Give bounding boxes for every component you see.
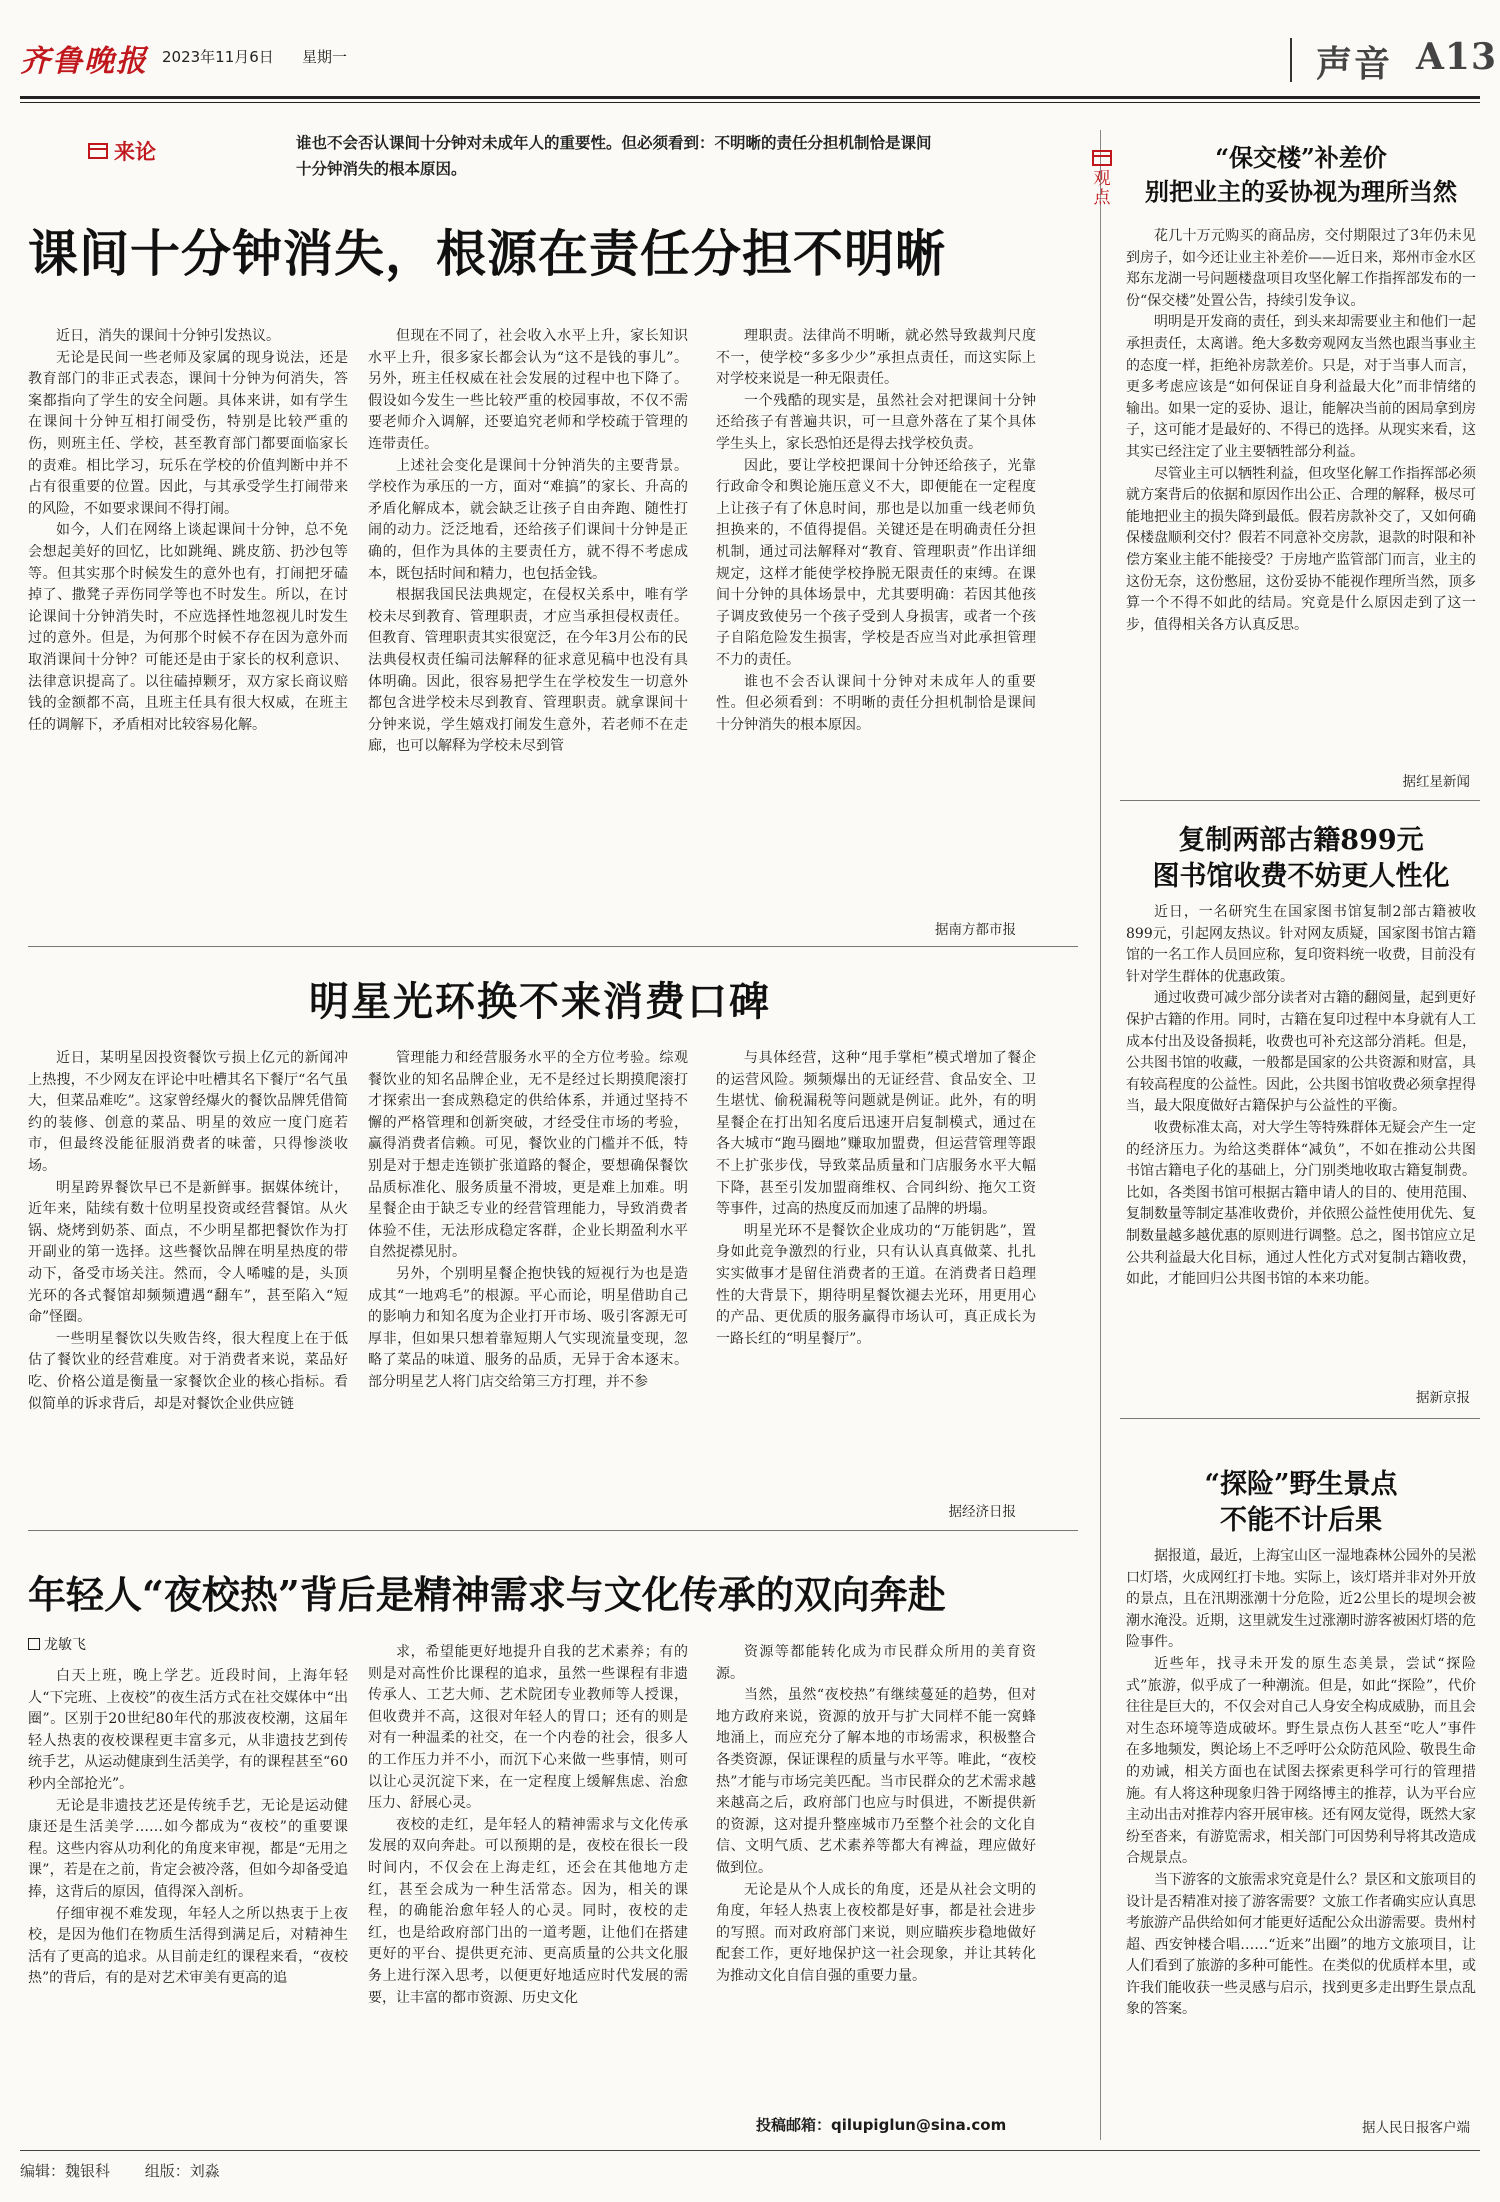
paragraph: 明明是开发商的责任，到头来却需要业主和他们一起承担责任，太离谱。绝大多数旁观网友当然也跟当事业主的态度一样，拒绝补房款差价。只是，对于当事人而言，更多考虑应该是“如何保证自身利益最大化”而非情绪的输出。如果一定的妥协、退让，能解决当前的困局拿到房子，这可能才是最好的、不得已的选择。从现实来看，这其实已经注定了业主要牺牲部分利益。 <box>1126 314 1476 460</box>
paragraph: 上述社会变化是课间十分钟消失的主要背景。学校作为承压的一方，面对“难搞”的家长、升高的矛盾化解成本，就会缺乏让孩子自由奔跑、随性打闹的动力。泛泛地看，还给孩子们课间十分钟是正确的，但作为具体的主要责任方，就不得不考虑成本，既包括时间和精力，也包括金钱。 <box>368 457 688 582</box>
article3-col3 <box>716 1642 1036 2110</box>
article3-byline <box>28 1634 86 1654</box>
right2-title-line1: 复制两部古籍899元 <box>1178 825 1424 856</box>
paragraph: 明星光环不是餐饮企业成功的“万能钥匙”，置身如此竞争激烈的行业，只有认认真真做菜、扎扎实实做事才是留住消费者的王道。在消费者日趋理性的大背景下，期待明星餐饮褪去光环，用更用心的产品、更优质的服务赢得市场认可，真正成长为一路长红的“明星餐厅”。 <box>716 1222 1036 1347</box>
section-tag-icon <box>88 143 108 159</box>
article3-col2 <box>368 1642 688 2142</box>
paragraph: 仔细审视不难发现，年轻人之所以热衷于上夜校，是因为他们在物质生活得到满足后，对精神生活有了更高的追求。从目前走红的课程来看，“夜校热”的背后，有的是对艺术审美有更高的追 <box>28 1905 348 1987</box>
right2-source: 据新京报 <box>1416 1390 1470 1406</box>
paragraph: 求，希望能更好地提升自我的艺术素养；有的则是对高性价比课程的追求，虽然一些课程有非遗传承人、工艺大师、艺术院团专业教师等人授课，但收费并不高，这很对年轻人的胃口；还有的则是对有一种温柔的社交，在一个内卷的社会，很多人的工作压力并不小，而沉下心来做一些事情，则可以让心灵沉淀下来，在一定程度上缓解焦虑、治愈压力、舒展心灵。 <box>368 1644 688 1812</box>
footer-rule <box>20 2150 1480 2151</box>
byline-square-icon <box>28 1638 40 1650</box>
section-rule <box>1120 800 1480 801</box>
masthead-rule <box>20 96 1480 99</box>
footer <box>20 2160 250 2181</box>
tag-guandian <box>1090 150 1114 208</box>
right1-title-line2: 别把业主的妥协视为理所当然 <box>1145 177 1457 206</box>
paragraph: 无论是从个人成长的角度，还是从社会文明的角度，年轻人热衷上夜校都是好事，都是社会进步的写照。而对政府部门来说，则应瞄疾步稳地做好配套工作，更好地保护这一社会现象，并让其转化为推动文化自信自强的重要力量。 <box>716 1881 1036 1984</box>
article3-col1 <box>28 1666 348 2142</box>
article1-title: 课间十分钟消失，根源在责任分担不明晰 <box>28 224 946 283</box>
footer-layout: 组版：刘淼 <box>144 2162 220 2180</box>
paragraph: 当然，虽然“夜校热”有继续蔓延的趋势，但对地方政府来说，资源的放开与扩大同样不能一窝蜂地涌上，而应充分了解本地的市场需求，积极整合各类资源，保证课程的质量与水平等。唯此，“夜校热”才能与市场完美匹配。当市民群众的艺术需求越来越高之后，政府部门也应与时俱进，不断提供新的资源，这对提升整座城市乃至整个社会的文化自信、文明气质、艺术素养等都大有裨益，理应做好做到位。 <box>716 1687 1036 1876</box>
newspaper-logo: 齐鲁晚报 <box>20 44 148 79</box>
article2-col3 <box>716 1048 1036 1488</box>
paragraph: 花几十万元购买的商品房，交付期限过了3年仍未见到房子，如今还让业主补差价——近日来，郑州市金水区郑东龙湖一号问题楼盘项目攻坚化解工作指挥部发布的一份“保交楼”处置公告，持续引发争议。 <box>1126 228 1476 309</box>
paragraph: 如今，人们在网络上谈起课间十分钟，总不免会想起美好的回忆，比如跳绳、跳皮筋、扔沙包等等。但其实那个时候发生的意外也有，打闹把牙磕掉了、撒凳子弄伤同学等也不时发生。所以，在讨论课间十分钟消失时，不应选择性地忽视儿时发生过的意外。但是，为何那个时候不存在因为意外而取消课间十分钟？可能还是由于家长的权利意识、法律意识提高了。以往磕掉颗牙，双方家长商议赔钱的金额都不高，且班主任具有很大权威，在班主任的调解下，矛盾相对比较容易化解。 <box>28 522 348 733</box>
masthead-divider <box>1290 38 1292 82</box>
paragraph: 谁也不会否认课间十分钟对未成年人的重要性。但必须看到：不明晰的责任分担机制恰是课间十分钟消失的根本原因。 <box>716 673 1036 733</box>
paragraph: 另外，个别明星餐企抱快钱的短视行为也是造成其“一地鸡毛”的根源。平心而论，明星借助自己的影响力和知名度为企业打开市场、吸引客源无可厚非，但如果只想着靠短期人气实现流量变现，忽略了菜品的味道、服务的品质，无异于舍本逐末。部分明星艺人将门店交给第三方打理，并不参 <box>368 1265 688 1390</box>
paragraph: 一些明星餐饮以失败告终，很大程度上在于低估了餐饮业的经营难度。对于消费者来说，菜品好吃、价格公道是衡量一家餐饮企业的核心指标。看似简单的诉求背后，却是对餐饮企业供应链 <box>28 1330 348 1412</box>
right1-source: 据红星新闻 <box>1402 774 1470 790</box>
paragraph: 据报道，最近，上海宝山区一湿地森林公园外的吴淞口灯塔，火成网红打卡地。实际上，该灯塔并非对外开放的景点，且在汛期涨潮十分危险，近2公里长的堤坝会被潮水淹没。近期，这里就发生过涨潮时游客被困灯塔的危险事件。 <box>1126 1548 1476 1651</box>
paragraph: 管理能力和经营服务水平的全方位考验。综观餐饮业的知名品牌企业，无不是经过长期摸爬滚打才探索出一套成熟稳定的供给体系，并通过坚持不懈的严格管理和创新突破，才经受住市场的考验，赢得消费者信赖。可见，餐饮业的门槛并不低，特别是对于想走连锁扩张道路的餐企，要想确保餐饮品质标准化、服务质量不滑坡，更是难上加难。明星餐企由于缺乏专业的经营管理能力，导致消费者体验不佳，无法形成稳定客群，企业长期盈利水平自然捉襟见肘。 <box>368 1050 688 1261</box>
submission-email[interactable]: 投稿邮箱：qilupiglun@sina.com <box>756 2116 1007 2134</box>
masthead-rule-thin <box>20 102 1480 103</box>
right1-title-line1: “保交楼”补差价 <box>1215 143 1387 172</box>
right3-title-line1: “探险”野生景点 <box>1204 1469 1398 1500</box>
section-name: 声音 <box>1316 43 1393 85</box>
paragraph: 近日，某明星因投资餐饮亏损上亿元的新闻冲上热搜，不少网友在评论中吐槽其名下餐厅“名气虽大，但菜品难吃”。这家曾经爆火的餐饮品牌凭借简约的装修、创意的菜品、明星的效应一度门庭若市，但最终没能征服消费者的味蕾，只得惨淡收场。 <box>28 1050 348 1174</box>
paragraph: 当下游客的文旅需求究竟是什么？景区和文旅项目的设计是否精准对接了游客需要？文旅工作者确实应认真思考旅游产品供给如何才能更好适配公众出游需要。贵州村超、西安钟楼合唱……“近来”出圈”的地方文旅项目，让人们看到了旅游的多种可能性。在类似的优质样本里，或许我们能收获一些灵感与启示，找到更多走出野生景点乱象的答案。 <box>1126 1871 1476 2018</box>
article2-source: 据经济日报 <box>948 1504 1016 1520</box>
section-tag-icon <box>1092 150 1112 166</box>
author-name: 龙敏飞 <box>44 1637 86 1653</box>
tag-lailun <box>88 136 156 166</box>
paragraph: 理职责。法律尚不明晰，就必然导致裁判尺度不一，使学校“多多少少”承担点责任，而这实际上对学校来说是一种无限责任。 <box>716 328 1036 388</box>
section-rule <box>28 1530 1078 1531</box>
right1-body <box>1126 226 1476 766</box>
paragraph: 无论是非遗技艺还是传统手艺，无论是运动健康还是生活美学……如今都成为“夜校”的重要课程。这些内容从功利化的角度来审视，都是“无用之课”，若是在之前，肯定会被冷落，但如今却备受追捧，这背后的原因，值得深入剖析。 <box>28 1797 348 1900</box>
masthead <box>20 36 1498 86</box>
tag-lailun-label: 来论 <box>114 140 156 164</box>
section-rule <box>1120 1418 1480 1419</box>
paragraph: 尽管业主可以牺牲利益，但攻坚化解工作指挥部必须就方案背后的依据和原因作出公正、合理的解释，极尽可能地把业主的损失降到最低。假若房款补交了，又如何确保楼盘顺利交付？假若不同意补交房款，退款的时限和补偿方案业主能不能接受？于房地产监管部门而言，业主的这份无奈，这份憋屈，这份妥协不能视作理所当然，顶多算一个不得不如此的结局。究竟是什么原因走到了这一步，值得相关各方认真反思。 <box>1126 465 1476 633</box>
paragraph: 夜校的走红，是年轻人的精神需求与文化传承发展的双向奔赴。可以预期的是，夜校在很长一段时间内，不仅会在上海走红，还会在其他地方走红，甚至会成为一种生活常态。因为，相关的课程，的确能治愈年轻人的心灵。同时，夜校的走红，也是给政府部门出的一道考题，让他们在搭建更好的平台、提供更充沛、更高质量的公共文化服务上进行深入思考，以便更好地适应时代发展的需要，让丰富的都市资源、历史文化 <box>368 1816 688 2006</box>
paragraph: 一个残酷的现实是，虽然社会对把课间十分钟还给孩子有普遍共识，可一旦意外落在了某个具体学生头上，家长恐怕还是得去找学校负责。 <box>716 392 1036 452</box>
tag-guandian-label: 观点 <box>1093 169 1111 208</box>
paragraph: 但现在不同了，社会收入水平上升，家长知识水平上升，很多家长都会认为“这不是钱的事儿”。另外，班主任权威在社会发展的过程中也下降了。假设如今发生一些比较严重的校园事故，不仅不需要老师介入调解，还要追究老师和学校疏于管理的连带责任。 <box>368 328 688 452</box>
paragraph: 根据我国民法典规定，在侵权关系中，唯有学校未尽到教育、管理职责，才应当承担侵权责任。但教育、管理职责其实很宽泛，在今年3月公布的民法典侵权责任编司法解释的征求意见稿中也没有具体明确。因此，很容易把学生在学校发生一切意外都包含进学校未尽到教育、管理职责。就拿课间十分钟来说，学生嬉戏打闹发生意外，若老师不在走廊，也可以解释为学校未尽到管 <box>368 587 688 755</box>
paragraph: 与具体经营，这种“甩手掌柜”模式增加了餐企的运营风险。频频爆出的无证经营、食品安全、卫生堪忧、偷税漏税等问题就是例证。此外，有的明星餐企在打出知名度后迅速开启复制模式，通过在各大城市“跑马圈地”赚取加盟费，但运营管理等跟不上扩张步伐，导致菜品质量和门店服务水平大幅下降，甚至引发加盟商维权、合同纠纷、拖欠工资等事件，过高的热度反而加速了品牌的坍塌。 <box>716 1050 1036 1218</box>
article2-title: 明星光环换不来消费口碑 <box>309 978 771 1025</box>
right3-source: 据人民日报客户端 <box>1362 2120 1470 2136</box>
paragraph: 收费标准太高，对大学生等特殊群体无疑会产生一定的经济压力。为给这类群体“减负”，不如在推动公共图书馆古籍电子化的基础上，分门别类地收取古籍复制费。比如，各类图书馆可根据古籍申请人的目的、使用范围、复制数量等制定基准收费价，并依照公益性使用优先、复制数量越多越优惠的原则进行调整。总之，图书馆应立足公共利益最大化目标，通过人性化方式对复制古籍收费，如此，才能回归公共图书馆的本来功能。 <box>1126 1119 1476 1288</box>
paragraph: 通过收费可减少部分读者对古籍的翻阅量，起到更好保护古籍的作用。同时，古籍在复印过程中本身就有人工成本付出及设备损耗，收费也可补充这部分消耗。但是，公共图书馆的收藏，一般都是国家的公共资源和财富，具有较高程度的公益性。因此，公共图书馆收费必须拿捏得当，最大限度做好古籍保护与公益性的平衡。 <box>1126 990 1476 1115</box>
article1-col2 <box>368 326 688 896</box>
right3-title-line2: 不能不计后果 <box>1220 1505 1382 1536</box>
article1-source: 据南方都市报 <box>935 922 1016 938</box>
article2-col2 <box>368 1048 688 1498</box>
paragraph: 明星跨界餐饮早已不是新鲜事。据媒体统计，近年来，陆续有数十位明星投资或经营餐馆。从火锅、烧烤到奶茶、面点，不少明星都把餐饮作为打开副业的第一选择。这些餐饮品牌在明星热度的带动下，备受市场关注。然而，令人唏嘘的是，头顶光环的各式餐馆却频频遭遇“翻车”，甚至陷入“短命”怪圈。 <box>28 1179 348 1326</box>
section-rule <box>28 946 1078 947</box>
page-number: A13 <box>1416 36 1498 78</box>
article1-pullquote: 谁也不会否认课间十分钟对未成年人的重要性。但必须看到：不明晰的责任分担机制恰是课间十分钟消失的根本原因。 <box>296 134 932 178</box>
paragraph: 资源等都能转化成为市民群众所用的美育资源。 <box>716 1644 1036 1682</box>
article1-col1 <box>28 326 348 896</box>
issue-date: 2023年11月6日 <box>162 48 274 66</box>
footer-editor: 编辑：魏银科 <box>20 2162 111 2180</box>
right2-title-line2: 图书馆收费不妨更人性化 <box>1152 861 1450 892</box>
right3-body <box>1126 1546 1476 2106</box>
right2-body <box>1126 902 1476 1382</box>
paragraph: 无论是民间一些老师及家属的现身说法，还是教育部门的非正式表态，课间十分钟为何消失，答案都指向了学生的安全问题。具体来讲，如有学生在课间十分钟互相打闹受伤，特别是比较严重的伤，则班主任、学校，甚至教育部门都要面临家长的责难。相比学习，玩乐在学校的价值判断中并不占有很重要的位置。因此，与其承受学生打闹带来的风险，不如要求课间不得打闹。 <box>28 349 348 517</box>
article3-title: 年轻人“夜校热”背后是精神需求与文化传承的双向奔赴 <box>28 1572 946 1617</box>
paragraph: 近日，消失的课间十分钟引发热议。 <box>56 328 280 344</box>
paragraph: 近些年，找寻未开发的原生态美景，尝试“探险式”旅游，似乎成了一种潮流。但是，如此“探险”，代价往往是巨大的，不仅会对自己人身安全构成威胁，而且会对生态环境等造成破坏。野生景点伤人甚至“吃人”事件在多地频发，舆论场上不乏呼吁公众防范风险、敬畏生命的劝诫，相关方面也在试图去探索更科学可行的管理措施。有人将这种现象归咎于网络博主的推荐，认为平台应主动出击对推荐内容开展审核。还有网友觉得，既然大家纷至沓来，有游览需求，相关部门可因势利导将其改造成合规景点。 <box>1126 1655 1476 1867</box>
paragraph: 近日，一名研究生在国家图书馆复制2部古籍被收899元，引起网友热议。针对网友质疑，国家图书馆古籍馆的一名工作人员回应称，复印资料统一收费，目前没有针对学生群体的优惠政策。 <box>1126 904 1476 985</box>
article1-col3 <box>716 326 1036 886</box>
paragraph: 因此，要让学校把课间十分钟还给孩子，光靠行政命令和舆论施压意义不大，即便能在一定程度上让孩子有了休息时间，那也是以加重一线老师负担换来的，不值得提倡。关键还是在明确责任分担机制，通过司法解释对“教育、管理职责”作出详细规定，这样才能使学校挣脱无限责任的束缚。在课间十分钟的具体场景中，尤其要明确：若因其他孩子调皮致使另一个孩子受到人身损害，或者一个孩子自陷危险发生损害，学校是否应当对此承担管理不力的责任。 <box>716 457 1036 668</box>
article2-col1 <box>28 1048 348 1498</box>
issue-weekday: 星期一 <box>302 48 348 66</box>
paragraph: 白天上班，晚上学艺。近段时间，上海年轻人“下完班、上夜校”的夜生活方式在社交媒体中“出圈”。区别于20世纪80年代的那波夜校潮，这届年轻人热衷的夜校课程更丰富多元，从非遗技艺到传统手艺，从运动健康到生活美学，有的课程甚至“60秒内全部抢光”。 <box>28 1668 348 1792</box>
column-divider <box>1100 130 1101 2140</box>
